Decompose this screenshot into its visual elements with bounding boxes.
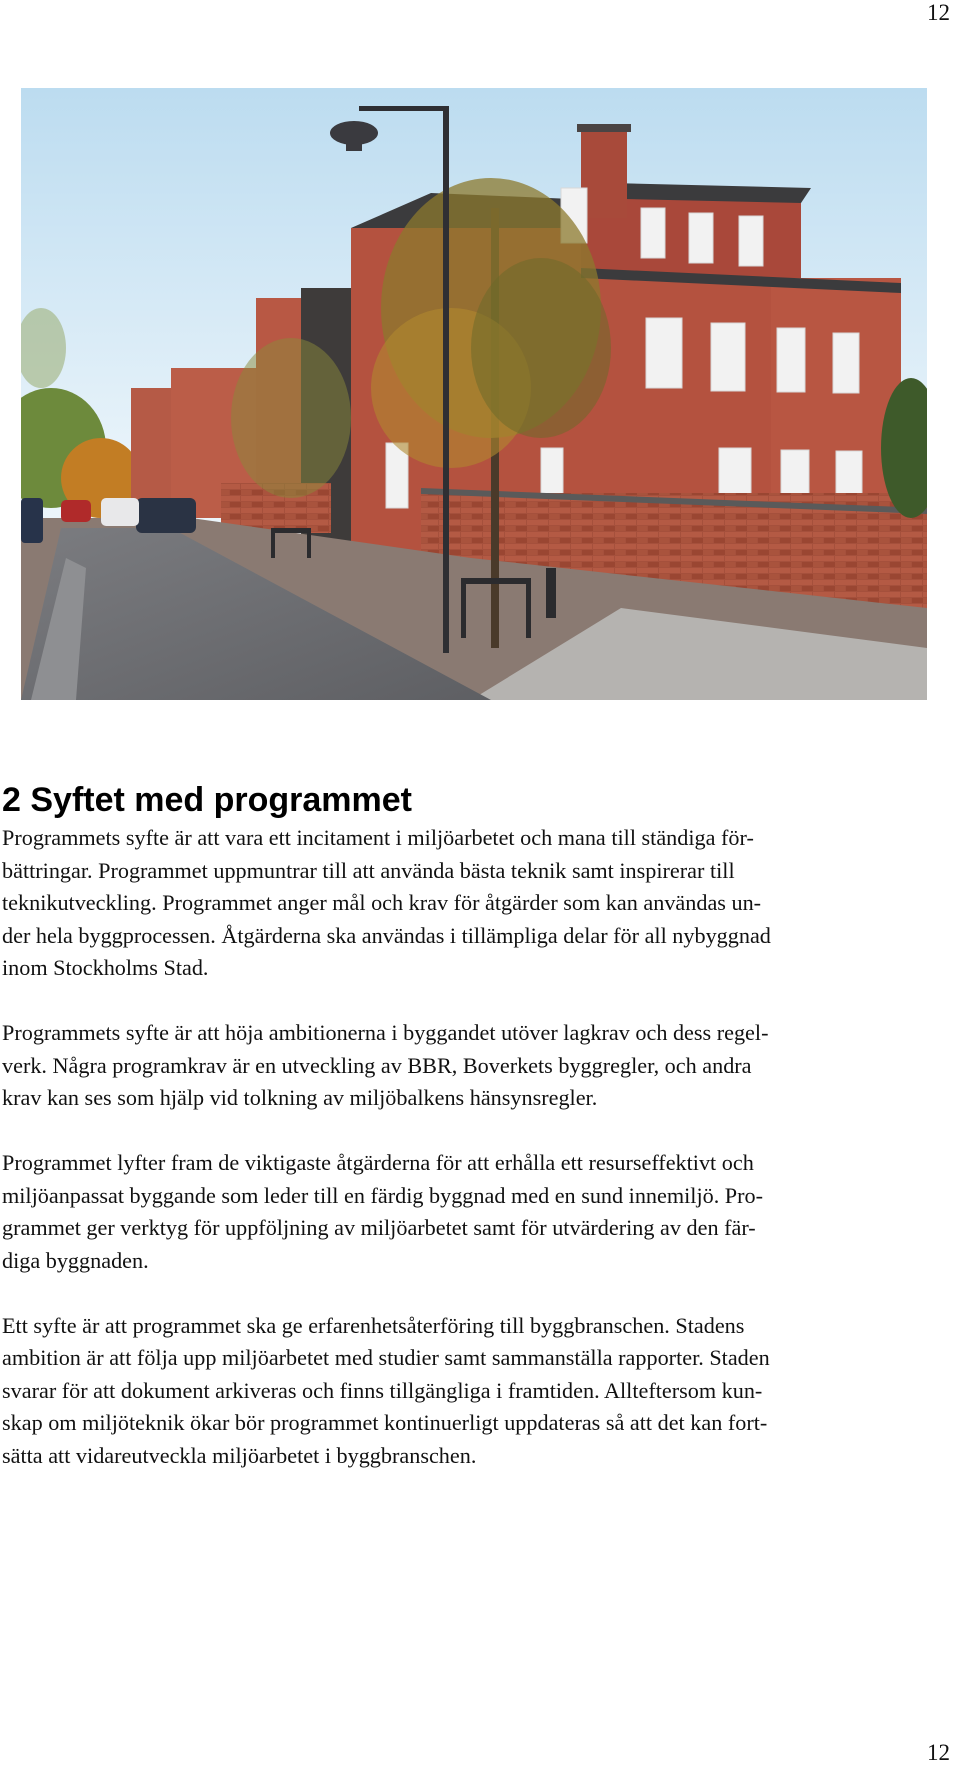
paragraph-line: verk. Några programkrav är en utveckling av BBR, Boverkets byggregler, och andra [2,1052,752,1078]
paragraph-line: inom Stockholms Stad. [2,955,209,980]
paragraph-4 [2,1310,960,1473]
paragraph-line: grammet ger verktyg för uppföljning av miljöarbetet samt för utvärdering av den fär- [2,1215,756,1240]
page-number-top: 12 [927,0,950,25]
paragraph-line: bättringar. Programmet uppmuntrar till att använda bästa teknik samt inspirerar till [2,857,735,883]
paragraph-line: ambition är att följa upp miljöarbetet med studier samt sammanställa rapporter. Staden [2,1345,770,1370]
paragraph-line: Ett syfte är att programmet ska ge erfarenhetsåterföring till byggbranschen. Stadens [2,1312,745,1338]
paragraph-line: svarar för att dokument arkiveras och finns tillgängliga i framtiden. Allteftersom kun- [2,1377,763,1403]
paragraph-1 [2,822,960,985]
paragraph-line: miljöanpassat byggande som leder till en färdig byggnad med en sund innemiljö. Pro- [2,1182,764,1208]
paragraph-line: der hela byggprocessen. Åtgärderna ska användas i tillämpliga delar för all nybyggnad [2,922,771,948]
paragraph-line: diga byggnaden. [2,1247,149,1273]
street-photo [21,88,927,700]
paragraph-line: skap om miljöteknik ökar bör programmet kontinuerligt uppdateras så att det kan fort- [2,1410,768,1435]
paragraph-line: Programmet lyfter fram de viktigaste åtgärderna för att erhålla ett resurseffektivt och [2,1150,754,1175]
section-heading: 2 Syftet med programmet [2,781,412,819]
paragraph-line: teknikutveckling. Programmet anger mål och krav för åtgärder som kan användas un- [2,890,762,915]
paragraph-line: sätta att vidareutveckla miljöarbetet i byggbranschen. [2,1442,477,1468]
page-number-bottom: 12 [927,1740,950,1765]
paragraph-2 [2,1017,960,1115]
paragraph-3 [2,1147,960,1277]
paragraph-line: Programmets syfte är att vara ett incitament i miljöarbetet och mana till ständiga för- [2,825,754,850]
body-text [2,822,960,1505]
paragraph-line: Programmets syfte är att höja ambitionerna i byggandet utöver lagkrav och dess regel- [2,1020,769,1045]
paragraph-line: krav kan ses som hjälp vid tolkning av miljöbalkens hänsynsregler. [2,1085,598,1110]
